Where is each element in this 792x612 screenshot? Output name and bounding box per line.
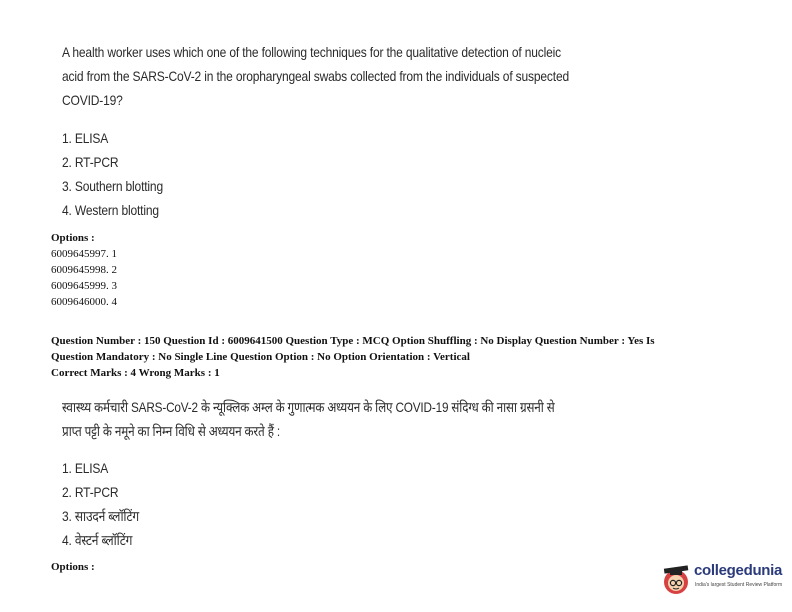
question-2-text [62, 395, 648, 443]
options-block-1 [51, 230, 117, 310]
options-heading: Options : [51, 232, 95, 244]
question-2-options [62, 456, 152, 552]
logo-name: collegedunia [694, 562, 783, 579]
option-item: 1. ELISA [62, 460, 109, 476]
options-block-2 [51, 559, 95, 575]
meta-line: Question Number : 150 Question Id : 6009641500 Question Type : MCQ Option Shuffling : No Display Question Number : Yes Is [51, 335, 655, 347]
option-item: 2. RT-PCR [62, 154, 119, 170]
question-line: A health worker uses which one of the following techniques for the qualitative detection of nucleic [62, 44, 562, 60]
option-item: 4. Western blotting [62, 202, 159, 218]
option-item: 4. वेस्टर्न ब्लॉटिंग [62, 532, 133, 548]
question-line: acid from the SARS-CoV-2 in the oropharyngeal swabs collected from the individuals of suspected [62, 68, 570, 84]
question-line: प्राप्त पट्टी के नमूने का निम्न विधि से अध्ययन करते हैं : [62, 423, 280, 439]
collegedunia-logo [661, 560, 786, 600]
option-item: 3. साउदर्न ब्लॉटिंग [62, 508, 140, 524]
question-meta [51, 333, 771, 381]
option-item: 2. RT-PCR [62, 484, 119, 500]
option-item: 1. ELISA [62, 130, 109, 146]
logo-tagline: India's largest Student Review Platform [695, 582, 783, 588]
option-id: 6009645997. 1 [51, 248, 117, 260]
question-1-options [62, 126, 179, 222]
meta-line: Correct Marks : 4 Wrong Marks : 1 [51, 367, 220, 379]
option-item: 3. Southern blotting [62, 178, 163, 194]
option-id: 6009645998. 2 [51, 264, 117, 276]
option-id: 6009645999. 3 [51, 280, 117, 292]
question-1-text [62, 40, 652, 112]
question-line: COVID-19? [62, 92, 123, 108]
question-line: स्वास्थ्य कर्मचारी SARS-CoV-2 के न्यूक्लिक अम्ल के गुणात्मक अध्ययन के लिए COVID-19 संदिग्ध की नासा ग्रसनी से [62, 399, 555, 415]
option-id: 6009646000. 4 [51, 296, 117, 308]
meta-line: Question Mandatory : No Single Line Question Option : No Option Orientation : Vertical [51, 351, 470, 363]
graduate-mascot-icon [661, 562, 693, 598]
options-heading: Options : [51, 561, 95, 573]
